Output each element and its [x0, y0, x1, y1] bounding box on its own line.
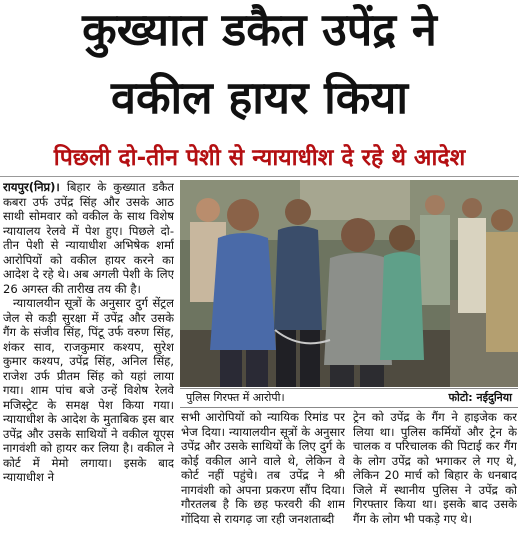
headline-divider [0, 176, 519, 177]
paragraph-1: बिहार के कुख्यात डकैत कबरा उर्फ उपेंद्र सिंह और उसके आठ साथी सोमवार को वकील के साथ विशेष न्यायालय रेलवे में पेश हुए। पिछले दो-तीन पेशी से न्यायाधीश अभिषेक शर्मा आरोपियों को वकील हायर करने का आदेश दे रहे थे। अब अगली पेशी के लिए 26 अगस्त की तारीख तय की है। [3, 180, 174, 296]
article-column-2 [181, 410, 345, 554]
headline [0, 2, 519, 125]
article-column-1 [3, 180, 174, 554]
article-column-3 [353, 410, 517, 554]
photo-credit: फोटो: नईदुनिया [448, 391, 512, 404]
photo-arrested-accused-icon [180, 180, 518, 387]
headline-line-2: वकील हायर किया [110, 71, 409, 124]
article-photo [180, 180, 518, 387]
photo-caption: पुलिस गिरफ्त में आरोपी। [186, 391, 285, 404]
dateline: रायपुर(निप्र)। [3, 180, 60, 194]
column-2-text: सभी आरोपियों को न्यायिक रिमांड पर भेज दिया। न्यायालयीन सूत्रों के अनुसार उपेंद्र और उसके साथियों के लिए दुर्ग के कोई वकील आने वाले थे, लेकिन वे कोर्ट नहीं पहुंचे। तब उपेंद्र ने श्री नागवंशी को अपना प्रकरण सौंप दिया। गौरतलब है कि छह फरवरी की शाम गोंदिया से रायगढ़ जा रही जनशताब्दी [181, 410, 345, 526]
subheadline: पिछली दो-तीन पेशी से न्यायाधीश दे रहे थे आदेश [53, 145, 466, 171]
photo-caption-bar [180, 388, 518, 408]
headline-line-1: कुख्यात डकैत उपेंद्र ने [82, 3, 437, 56]
column-3-text: ट्रेन को उपेंद्र के गैंग ने हाइजेक कर लिया था। पुलिस कर्मियों और ट्रेन के चालक व परिचालक की पिटाई कर गैंग के लोग उपेंद्र को भगाकर ले गए थे, लेकिन 20 मार्च को बिहार के धनबाद जिले में स्थानीय पुलिस ने उपेंद्र को गिरफ्तार किया था। इसके बाद उसके गैंग के लोग भी पकड़े गए थे। [353, 410, 517, 526]
paragraph-2: न्यायालयीन सूत्रों के अनुसार दुर्ग सेंट्रल जेल से कड़ी सुरक्षा में उपेंद्र और उसके गैंग के संजीव सिंह, पिंटू उर्फ वरुण सिंह, शंकर साव, राजकुमार कश्यप, सुरेश कुमार कश्यप, उपेंद्र सिंह, अनिल सिंह, राजेश उर्फ प्रीतम सिंह को यहां लाया गया। शाम पांच बजे उन्हें विशेष रेलवे मजिस्ट्रेट के समक्ष पेश किया गया। न्यायाधीश के आदेश के मुताबिक इस बार उपेंद्र और उसके साथियों ने वकील यूएस नागवंशी को हायर कर लिया है। वकील ने कोर्ट में मेमो लगाया। इसके बाद न्यायाधीश ने [3, 296, 174, 484]
